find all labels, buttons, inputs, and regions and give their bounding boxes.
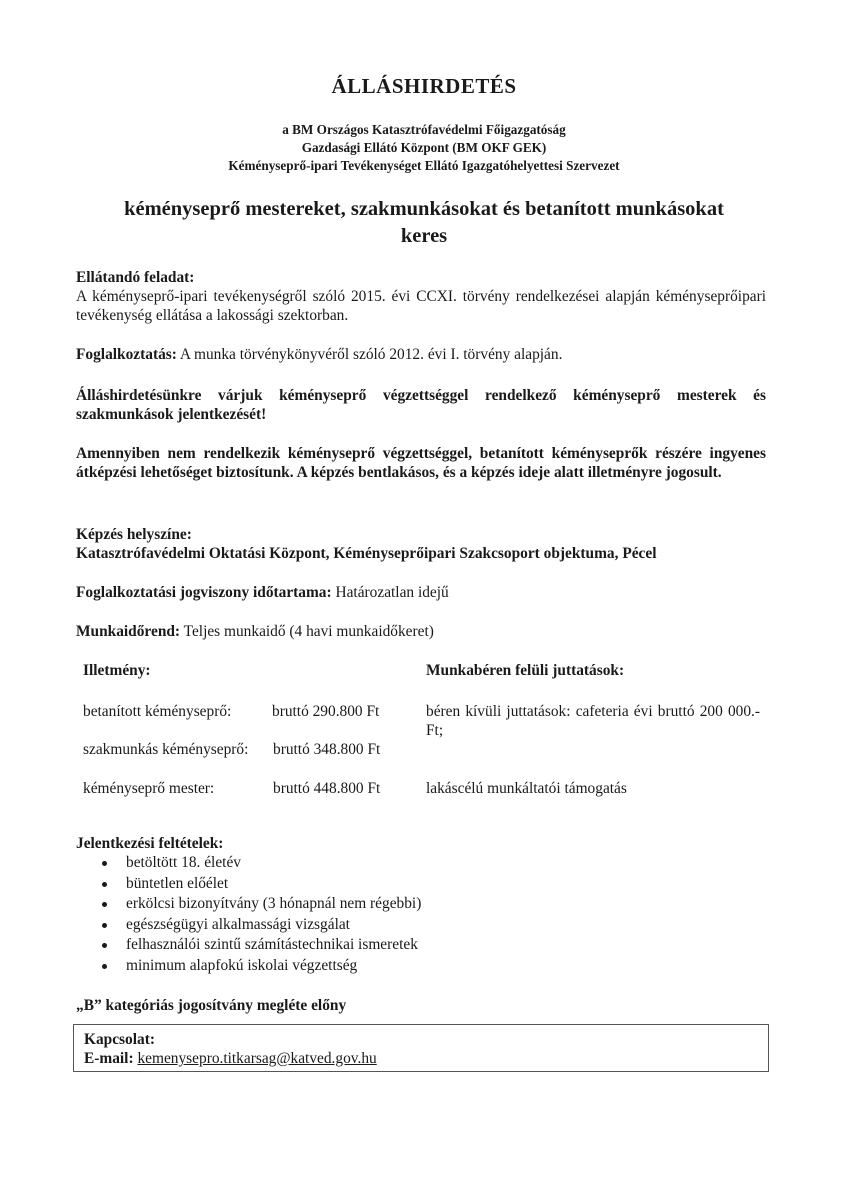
benefits-header: Munkabéren felüli juttatások: [426, 662, 625, 679]
benefit-item-2: lakáscélú munkáltatói támogatás [426, 780, 627, 797]
requirements-list [76, 853, 766, 976]
invite-paragraph: Álláshirdetésünkre várjuk kéményseprő végzettséggel rendelkező kéményseprő mesterek és szakmunkások jelentkezését! [76, 387, 766, 423]
page-title: ÁLLÁSHIRDETÉS [331, 74, 517, 98]
org-line-1: a BM Országos Katasztrófavédelmi Főigazgatóság [282, 122, 566, 137]
benefit-item-1: béren kívüli juttatások: cafeteria évi bruttó 200 000.- Ft; [426, 703, 760, 739]
license-note: „B” kategóriás jogosítvány megléte előny [76, 997, 347, 1014]
duration-label: Foglalkoztatási jogviszony időtartama: [76, 584, 332, 601]
task-text: A kéményseprő-ipari tevékenységről szóló 2015. évi CCXI. törvény rendelkezései alapján kéményseprőipari tevékenység ellátása a lakossági szektorban. [76, 288, 766, 324]
salary-amount-1: bruttó 290.800 Ft [272, 703, 380, 720]
list-item: betöltött 18. életév [76, 853, 766, 874]
salary-role-1: betanított kéményseprő: [83, 703, 232, 720]
duration-section [76, 583, 766, 602]
list-item: büntetlen előélet [76, 874, 766, 895]
bullet-icon [102, 861, 107, 866]
employment-section [76, 345, 766, 364]
list-item: erkölcsi bizonyítvány (3 hónapnál nem régebbi) [76, 894, 766, 915]
bullet-icon [102, 943, 107, 948]
requirements-section [76, 834, 766, 976]
headline-line-1: kéményseprő mestereket, szakmunkásokat és betanított munkásokat [124, 198, 724, 220]
salary-header: Illetmény: [83, 662, 151, 679]
headline-line-2: keres [400, 225, 448, 247]
employment-label: Foglalkoztatás: [76, 346, 177, 363]
list-item: felhasználói szintű számítástechnikai ismeretek [76, 935, 766, 956]
email-link[interactable]: kemenysepro.titkarsag@katved.gov.hu [137, 1050, 377, 1067]
training-location-section [76, 525, 766, 563]
contact-box [73, 1024, 769, 1072]
contact-label: Kapcsolat: [84, 1031, 155, 1048]
training-location-label: Képzés helyszíne: [76, 526, 192, 543]
worktime-section [76, 622, 766, 641]
task-section [76, 268, 766, 325]
bullet-icon [102, 882, 107, 887]
list-item: minimum alapfokú iskolai végzettség [76, 956, 766, 977]
bullet-icon [102, 964, 107, 969]
duration-text: Határozatlan idejű [331, 584, 449, 601]
worktime-text: Teljes munkaidő (4 havi munkaidőkeret) [180, 623, 434, 640]
training-offer-paragraph: Amennyiben nem rendelkezik kéményseprő végzettséggel, betanított kéményseprők részére ingyenes átképzési lehetőséget biztosítunk. A képzés bentlakásos, és a képzés ideje alatt illetményre jogosult. [76, 445, 766, 481]
org-line-3: Kéményseprő-ipari Tevékenységet Ellátó Igazgatóhelyettesi Szervezet [228, 158, 620, 173]
task-label: Ellátandó feladat: [76, 269, 195, 286]
list-item: egészségügyi alkalmassági vizsgálat [76, 915, 766, 936]
email-label: E-mail: [84, 1050, 134, 1067]
salary-amount-2: bruttó 348.800 Ft [273, 741, 381, 758]
job-headline [80, 196, 768, 250]
salary-role-2: szakmunkás kéményseprő: [83, 741, 249, 758]
organization-block [0, 121, 848, 175]
salary-role-3: kéményseprő mester: [83, 780, 215, 797]
bullet-icon [102, 923, 107, 928]
requirements-label: Jelentkezési feltételek: [76, 835, 224, 852]
bullet-icon [102, 902, 107, 907]
contact-content [84, 1030, 377, 1068]
training-location-text: Katasztrófavédelmi Oktatási Központ, Kéményseprőipari Szakcsoport objektuma, Pécel [76, 545, 657, 562]
employment-text: A munka törvénykönyvéről szóló 2012. évi I. törvény alapján. [176, 346, 563, 363]
org-line-2: Gazdasági Ellátó Központ (BM OKF GEK) [301, 140, 547, 155]
salary-amount-3: bruttó 448.800 Ft [273, 780, 381, 797]
worktime-label: Munkaidőrend: [76, 623, 181, 640]
